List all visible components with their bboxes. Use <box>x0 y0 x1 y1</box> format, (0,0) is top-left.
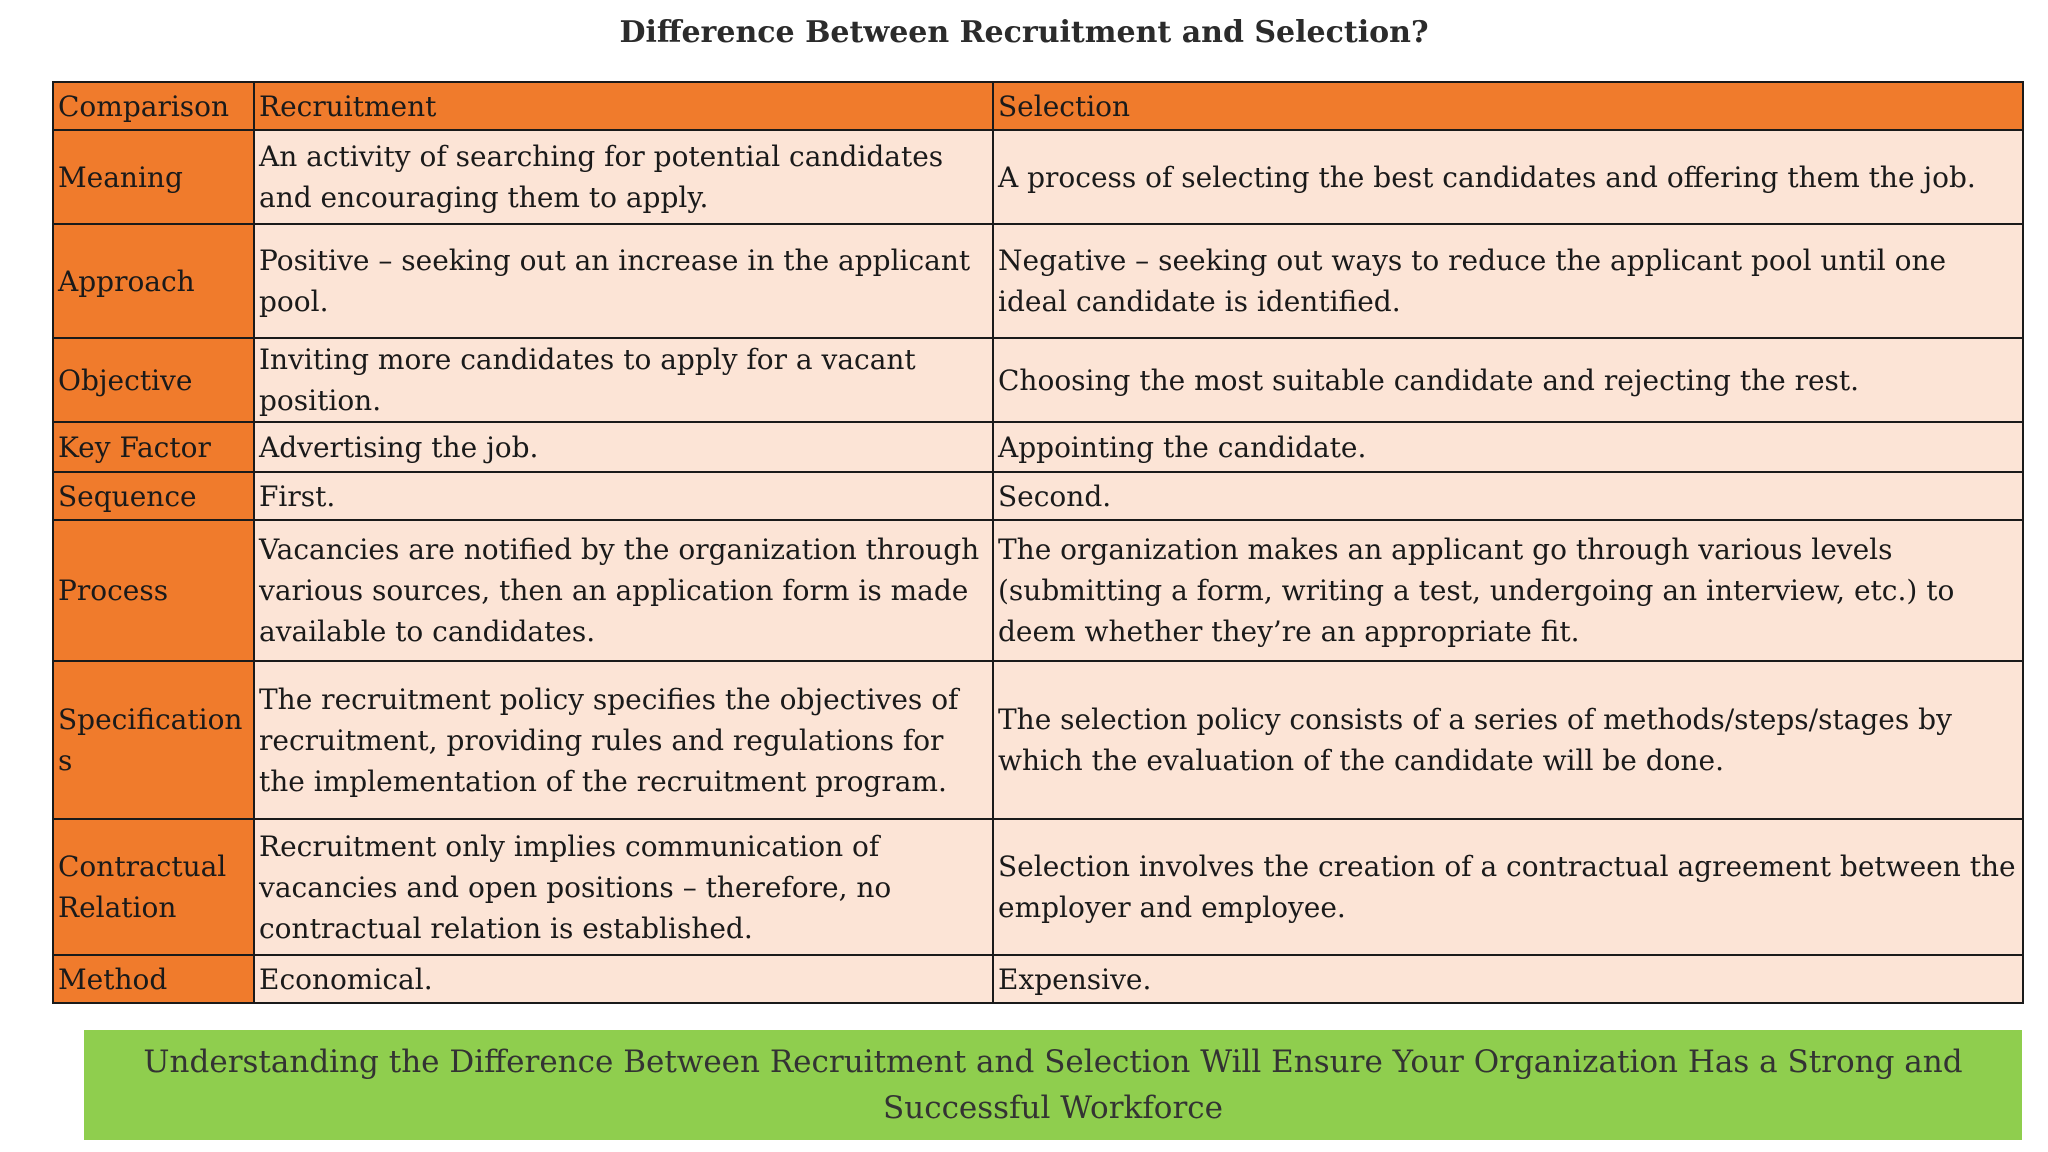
header-comparison: Comparison <box>53 82 254 130</box>
recruitment-cell: Vacancies are notified by the organization through various sources, then an application form is made available to candidates. <box>254 520 993 661</box>
table-row-sequence <box>53 472 2023 520</box>
row-label: Approach <box>53 224 254 338</box>
recruitment-cell: Advertising the job. <box>254 422 993 472</box>
table-row-contractual-relation <box>53 819 2023 955</box>
recruitment-cell: Economical. <box>254 955 993 1003</box>
header-recruitment: Recruitment <box>254 82 993 130</box>
conclusion-banner <box>84 1030 2022 1140</box>
recruitment-cell: Positive – seeking out an increase in the applicant pool. <box>254 224 993 338</box>
recruitment-cell: Inviting more candidates to apply for a vacant position. <box>254 338 993 422</box>
table-header-row <box>53 82 2023 130</box>
row-label: Key Factor <box>53 422 254 472</box>
row-label: Specifications <box>53 661 254 819</box>
selection-cell: Expensive. <box>993 955 2023 1003</box>
table-row-key-factor <box>53 422 2023 472</box>
table-row-approach <box>53 224 2023 338</box>
header-selection: Selection <box>993 82 2023 130</box>
recruitment-cell: The recruitment policy specifies the objectives of recruitment, providing rules and regulations for the implementation of the recruitment program. <box>254 661 993 819</box>
selection-cell: Appointing the candidate. <box>993 422 2023 472</box>
table-row-process <box>53 520 2023 661</box>
row-label: Sequence <box>53 472 254 520</box>
selection-cell: Choosing the most suitable candidate and rejecting the rest. <box>993 338 2023 422</box>
selection-cell: The selection policy consists of a series of methods/steps/stages by which the evaluation of the candidate will be done. <box>993 661 2023 819</box>
recruitment-cell: First. <box>254 472 993 520</box>
selection-cell: Second. <box>993 472 2023 520</box>
table-row-method <box>53 955 2023 1003</box>
banner-text: Understanding the Difference Between Recruitment and Selection Will Ensure Your Organization Has a Strong and Successful Workforce <box>143 1044 1963 1126</box>
table-row-specifications <box>53 661 2023 819</box>
recruitment-cell: Recruitment only implies communication of vacancies and open positions – therefore, no contractual relation is established. <box>254 819 993 955</box>
page-title: Difference Between Recruitment and Selection? <box>619 15 1429 50</box>
comparison-table <box>52 81 2024 1004</box>
table-row-meaning <box>53 130 2023 224</box>
row-label: Process <box>53 520 254 661</box>
selection-cell: A process of selecting the best candidates and offering them the job. <box>993 130 2023 224</box>
row-label: Objective <box>53 338 254 422</box>
recruitment-cell: An activity of searching for potential candidates and encouraging them to apply. <box>254 130 993 224</box>
row-label: Meaning <box>53 130 254 224</box>
selection-cell: Selection involves the creation of a contractual agreement between the employer and employee. <box>993 819 2023 955</box>
row-label: Method <box>53 955 254 1003</box>
selection-cell: The organization makes an applicant go through various levels (submitting a form, writing a test, undergoing an interview, etc.) to deem whether they’re an appropriate fit. <box>993 520 2023 661</box>
selection-cell: Negative – seeking out ways to reduce the applicant pool until one ideal candidate is identified. <box>993 224 2023 338</box>
row-label: Contractual Relation <box>53 819 254 955</box>
table-row-objective <box>53 338 2023 422</box>
